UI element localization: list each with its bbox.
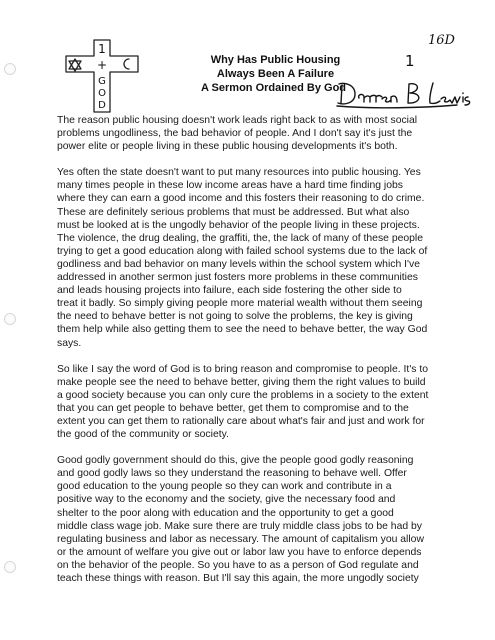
text-line: positive way to the economy and the society, give the necessary food and: [57, 494, 396, 506]
punch-hole: [4, 561, 16, 573]
text-line: treat it badly. So simply giving people more material wealth without them seeing: [57, 298, 423, 310]
punch-hole: [4, 313, 16, 325]
text-line: The reason public housing doesn't work leads right back to as with most social: [57, 115, 418, 126]
title-line: Always Been A Failure: [216, 68, 335, 80]
text-line: addressed in another sermon just fosters more problems in these communities: [57, 272, 418, 284]
text-line: middle class wage job. Make sure there are truly middle class jobs to be had by: [57, 520, 423, 532]
text-line: or the amount of welfare you give out or labor law you have to enforce depends: [57, 546, 422, 558]
text-line: teach these things with reason. But I'll say this again, the more ungodly society: [57, 573, 419, 584]
text-line: says.: [57, 337, 82, 349]
text-line: Yes often the state doesn't want to put many resources into public housing. Yes: [57, 167, 421, 179]
text-line: and leads housing projects into failure, each side fostering the other side to: [57, 285, 402, 297]
text-line: godliness and bad behavior on many levels within the school system which I've: [57, 258, 420, 270]
text-line: on the behavior of the people. So you have to as a person of God regulate and: [57, 559, 419, 571]
text-line: good education to the young people so they can work and contribute in a: [57, 481, 392, 493]
page-code: 16D: [428, 33, 455, 48]
paragraph: [57, 363, 490, 442]
text-line: These are definitely serious problems that must be addressed. But what also: [57, 206, 410, 218]
text-line: the good of the community or society.: [57, 429, 229, 441]
paragraph: [57, 454, 490, 585]
title-line: Why Has Public Housing: [210, 54, 341, 66]
text-line: So like I say the word of God is to bring reason and compromise to people. It's to: [57, 363, 429, 375]
text-line: must be looked at is the ungodly behavior of the people living in these projects.: [57, 219, 420, 231]
text-line: trying to get a good education along with failed school systems due to the lack of: [57, 245, 428, 257]
cross-letter: +: [96, 58, 108, 72]
text-line: a good society because you can only cure the problems in a society to the extent: [57, 389, 429, 401]
text-line: that you can get people to behave better, get them to compromise and to the: [57, 402, 409, 414]
text-line: where they can earn a good income and this fosters their reasoning to do crime.: [57, 193, 425, 205]
cross-letter: O: [98, 88, 106, 99]
text-line: power elite or people living in these public housing developments it's both.: [57, 141, 398, 153]
text-line: many times people in these low income areas have a hard time finding jobs: [57, 180, 403, 192]
paragraph: [57, 114, 490, 153]
text-line: the need to behave better is not going to solve the problems, the key is giving: [57, 311, 413, 323]
text-line: them help while also getting them to see the need to behave better, the way God: [57, 324, 428, 336]
text-line: and good godly laws so they understand the reasoning to behave well. Offer: [57, 468, 407, 480]
cross-letter: G: [98, 76, 106, 87]
signature-icon: [333, 78, 473, 110]
text-line: extent you can get them to rationally care about what's fair and just and work for: [57, 415, 425, 427]
subtitle-line: A Sermon Ordained By God: [200, 82, 347, 94]
text-line: The violence, the drug dealing, the graffiti, the, the lack of many of these people: [57, 232, 424, 244]
text-line: Good godly government should do this, give the people good godly reasoning: [57, 455, 414, 467]
text-line: regulating business and labor as necessary. The amount of capitalism you allow: [57, 533, 424, 545]
paragraph: [57, 166, 490, 349]
page-number: 1: [405, 52, 415, 70]
cross-letter: 1: [98, 42, 106, 56]
text-line: make people see the need to behave better, giving them the right values to build: [57, 376, 426, 388]
text-line: problems ungodliness, the bad behavior of people. And I don't say it's just the: [57, 128, 413, 140]
text-line: shelter to the poor along with education and the opportunity to get a good: [57, 507, 394, 519]
cross-letter: D: [98, 100, 106, 111]
sermon-body: [57, 114, 490, 598]
